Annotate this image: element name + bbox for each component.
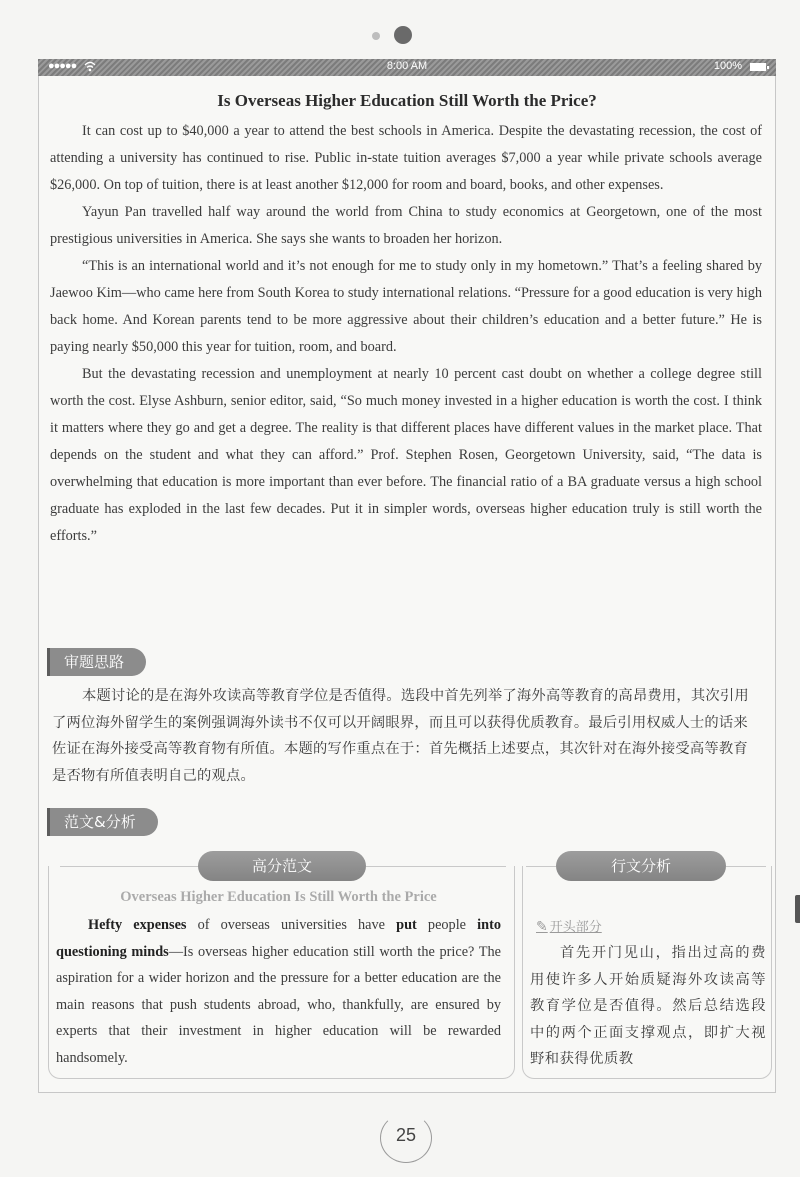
paragraph: Yayun Pan travelled half way around the world from China to study economics at Georgetown, one of the most prestigious universities in America. She says she wants to broaden her horizon.: [50, 204, 762, 247]
key-phrase: put: [396, 917, 417, 933]
article-title: Is Overseas Higher Education Still Worth the Price?: [217, 91, 597, 110]
battery-icon: [750, 63, 766, 71]
essay-title: Overseas Higher Education Is Still Worth the Price: [120, 889, 437, 905]
edge-marker: [795, 895, 800, 923]
analysis-section-label: 审题思路: [50, 648, 146, 676]
sensor-dot: [372, 32, 380, 40]
camera-lens: [394, 26, 412, 44]
key-phrase: into questioning minds: [56, 917, 501, 960]
status-bar: [38, 59, 776, 76]
sample-essay-pill: 高分范文: [198, 851, 366, 881]
key-phrase: Hefty expenses: [88, 917, 187, 933]
article-body: [50, 118, 762, 550]
page-number: 25: [380, 1113, 432, 1149]
paragraph: But the devastating recession and unemployment at nearly 10 percent cast doubt on whether a college degree still worth the cost. Elyse Ashburn, senior editor, said, “So much money invested in a higher education is worth the cost. I think it matters where they go and get a degree. The reality is that different places have different values in the market place. That depends on the student and what they can afford.” Prof. Stephen Rosen, Georgetown University, said, “The data is overwhelming that education is more important than ever before. The financial ratio of a BA graduate versus a high school graduate has exploded in the last few decades. Put it in simpler words, overseas higher education truly is still worth the efforts.”: [50, 366, 762, 544]
pencil-icon: ✎: [536, 919, 548, 935]
paragraph: It can cost up to $40,000 a year to attend the best schools in America. Despite the devastating recession, the cost of attending a university has continued to rise. Public in-state tuition averages $7,000 a year while private schools average $26,000. On top of tuition, there is at least another $12,000 for room and board, books, and other expenses.: [50, 123, 762, 193]
battery-percent: 100%: [713, 60, 742, 72]
essay-paragraph: Hefty expenses of overseas universities have put people into questioning minds—Is overseas higher education still worth the price? The aspiration for a wider horizon and the pressure for a better education are the main reasons that push students abroad, who, thankfully, are ensured by experts that their investment in higher education will be rewarded handsomely.: [56, 917, 501, 1066]
writing-analysis-pill: 行文分析: [556, 851, 726, 881]
paragraph: “This is an international world and it’s not enough for me to study only in my hometown.” That’s a feeling shared by Jaewoo Kim—who came here from South Korea to study international relations. “Pressure for a good education is very high back home. And Korean parents tend to be more aggressive about their children’s education and a better future.” He is paying nearly $50,000 this year for tuition, room, and board.: [50, 258, 762, 355]
opening-analysis-text: 首先开门见山，指出过高的费用使许多人开始质疑海外攻读高等教育学位是否值得。然后总结选段中的两个正面支撑观点，即扩大视野和获得优质教: [530, 945, 766, 1067]
signal-icon: ●●●●●: [48, 60, 77, 72]
analysis-text-block: [52, 683, 762, 789]
clock: 8:00 AM: [386, 60, 428, 72]
sample-section-label: 范文&分析: [50, 808, 158, 836]
opening-section-heading: ✎ 开头部分: [536, 919, 602, 935]
analysis-paragraph: 本题讨论的是在海外攻读高等教育学位是否值得。选段中首先列举了海外高等教育的高昂费用，其次引用了两位海外留学生的案例强调海外读书不仅可以开阔眼界，而且可以获得优质教育。最后引用权威人士的话来佐证在海外接受高等教育物有所值。本题的写作重点在于：首先概括上述要点，其次针对在海外接受高等教育是否物有所值表明自己的观点。: [52, 688, 749, 784]
camera-indicator: [368, 26, 418, 46]
